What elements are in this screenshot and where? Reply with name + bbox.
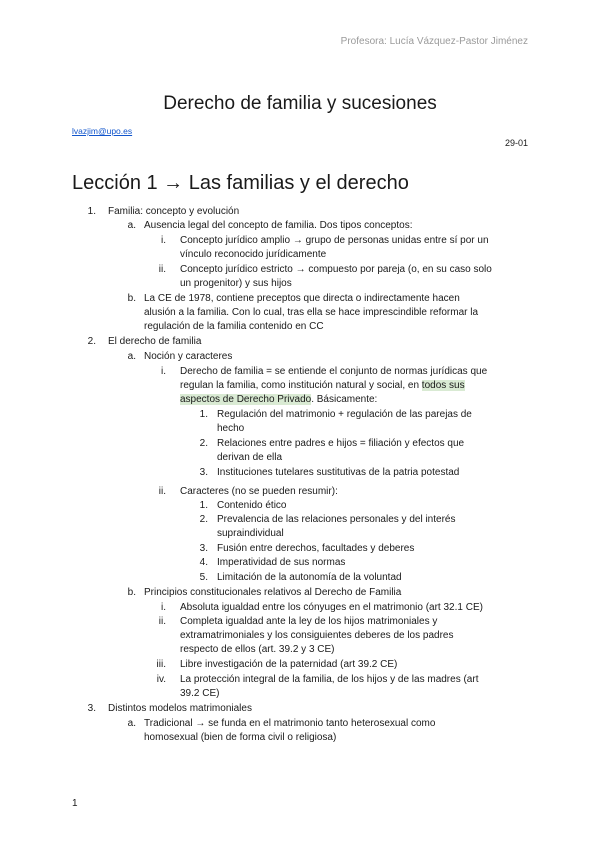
- list-marker: 4.: [199, 557, 208, 568]
- list-marker: iii.: [156, 659, 166, 670]
- list-marker: 2.: [199, 514, 208, 525]
- list-item-continuation: [180, 393, 377, 407]
- list-marker: i.: [161, 235, 166, 246]
- list-item: Concepto jurídico estricto → compuesto por pareja (o, en su caso solo: [180, 264, 492, 275]
- list-item-continuation: derivan de ella: [217, 452, 283, 463]
- list-item-continuation: hecho: [217, 423, 245, 434]
- email-link[interactable]: lvazjim@upo.es: [72, 126, 133, 136]
- list-marker: b.: [127, 293, 136, 304]
- list-marker: 5.: [199, 572, 208, 583]
- list-item: Ausencia legal del concepto de familia. Dos tipos conceptos:: [144, 220, 413, 231]
- list-marker: b.: [127, 587, 136, 598]
- list-item: Derecho de familia = se entiende el conjunto de normas jurídicas que: [180, 366, 488, 377]
- list-item-continuation: homosexual (bien de forma civil o religiosa): [144, 732, 337, 743]
- list-item-continuation: supraindividual: [217, 528, 284, 539]
- plain-text: . Básicamente:: [311, 394, 378, 405]
- list-marker: 3.: [87, 703, 96, 714]
- list-item: Distintos modelos matrimoniales: [108, 703, 252, 714]
- list-marker: iv.: [156, 674, 166, 685]
- page-number: 1: [72, 798, 78, 809]
- list-item-continuation: respecto de ellos (art. 39.2 y 3 CE): [180, 644, 335, 655]
- list-item-continuation: alusión a la familia. Con lo cual, tras ella se hace imprescindible reformar la: [144, 307, 479, 318]
- list-marker: 3.: [199, 543, 208, 554]
- list-item: Instituciones tutelares sustitutivas de la patria potestad: [217, 467, 460, 478]
- date-label: 29-01: [504, 138, 528, 148]
- list-marker: i.: [161, 602, 166, 613]
- list-item: Imperatividad de sus normas: [217, 557, 346, 568]
- list-item: Limitación de la autonomía de la voluntad: [217, 572, 402, 583]
- list-item: El derecho de familia: [108, 336, 202, 347]
- list-marker: ii.: [158, 264, 166, 275]
- plain-text: regulan la familia, como institución natural y social, en: [180, 380, 422, 391]
- list-item: La CE de 1978, contiene preceptos que directa o indirectamente hacen: [144, 293, 460, 304]
- list-item: Contenido ético: [217, 500, 287, 511]
- list-marker: a.: [127, 220, 136, 231]
- list-item-continuation: un progenitor) y sus hijos: [180, 278, 292, 289]
- list-item: Regulación del matrimonio + regulación de las parejas de: [217, 409, 472, 420]
- list-item: Principios constitucionales relativos al Derecho de Familia: [144, 587, 402, 598]
- list-marker: 2.: [87, 336, 96, 347]
- list-marker: ii.: [158, 486, 166, 497]
- list-item: Caracteres (no se pueden resumir):: [180, 486, 338, 497]
- document-title: Derecho de familia y sucesiones: [163, 93, 437, 114]
- list-item-continuation: [180, 379, 465, 393]
- list-item: Familia: concepto y evolución: [108, 206, 240, 217]
- list-marker: 3.: [199, 467, 208, 478]
- list-marker: 1.: [199, 500, 208, 511]
- list-marker: a.: [127, 718, 136, 729]
- list-marker: a.: [127, 351, 136, 362]
- list-item-continuation: vínculo reconocido jurídicamente: [180, 249, 327, 260]
- list-item-continuation: extramatrimoniales y los consiguientes deberes de los padres: [180, 630, 454, 641]
- list-item: Relaciones entre padres e hijos = filiación y efectos que: [217, 438, 465, 449]
- list-marker: 1.: [199, 409, 208, 420]
- list-marker: i.: [161, 366, 166, 377]
- list-marker: ii.: [158, 616, 166, 627]
- highlighted-text: todos sus: [421, 380, 465, 391]
- list-item: Concepto jurídico amplio → grupo de personas unidas entre sí por un: [180, 235, 489, 246]
- list-item: Noción y caracteres: [144, 351, 233, 362]
- list-item: La protección integral de la familia, de los hijos y de las madres (art: [180, 674, 479, 685]
- list-item: Fusión entre derechos, facultades y deberes: [217, 543, 415, 554]
- list-item: Libre investigación de la paternidad (art 39.2 CE): [180, 659, 398, 670]
- list-item: Prevalencia de las relaciones personales y del interés: [217, 514, 456, 525]
- list-item: Completa igualdad ante la ley de los hijos matrimoniales y: [180, 616, 438, 627]
- list-item: Tradicional → se funda en el matrimonio tanto heterosexual como: [144, 718, 436, 729]
- list-marker: 1.: [87, 206, 96, 217]
- list-item-continuation: regulación de la familia contenido en CC: [144, 321, 324, 332]
- list-item: Absoluta igualdad entre los cónyuges en el matrimonio (art 32.1 CE): [180, 602, 483, 613]
- highlighted-text: aspectos de Derecho Privado: [180, 394, 312, 405]
- professor-header: Profesora: Lucía Vázquez-Pastor Jiménez: [340, 36, 528, 47]
- lesson-heading: Lección 1 → Las familias y el derecho: [72, 172, 409, 194]
- list-item-continuation: 39.2 CE): [180, 688, 220, 699]
- list-marker: 2.: [199, 438, 208, 449]
